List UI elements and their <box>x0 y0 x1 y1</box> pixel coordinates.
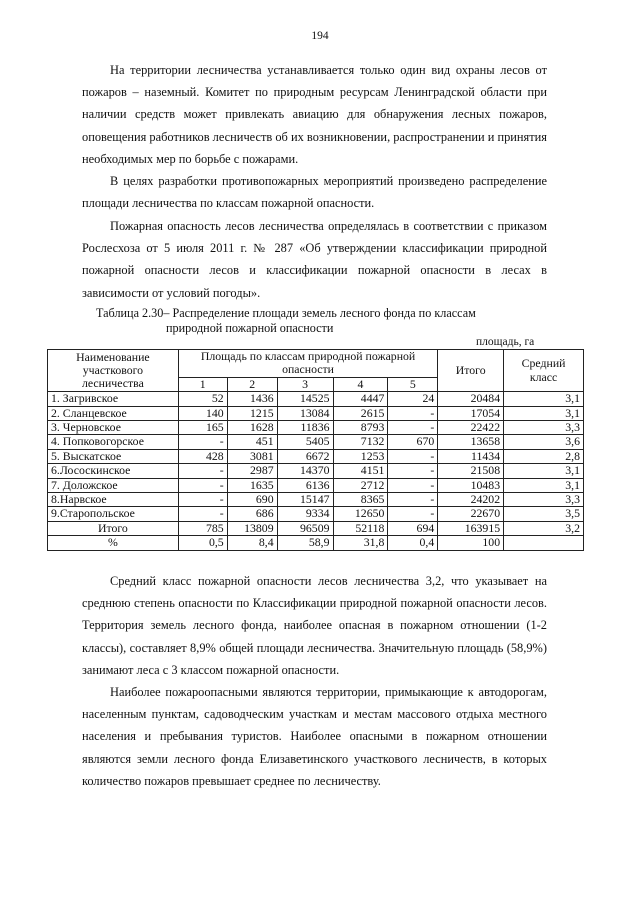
row-total-cell: 21508 <box>438 464 504 478</box>
paragraph-fire-danger-order: Пожарная опасность лесов лесничества определялась в соответствии с приказом Рослесхоза от 5 июля 2011 г. № 287 «Об утверждении классификации природной пожарной опасности лесов и классификации пожарной опасности в лесах в зависимости от условий погоды». <box>82 219 547 300</box>
row-c4-cell: 7132 <box>333 435 388 449</box>
row-c4-cell: 8365 <box>333 493 388 507</box>
row-avg-cell: 3,2 <box>504 521 584 535</box>
row-c3-cell: 9334 <box>277 507 333 521</box>
table-row <box>48 435 584 449</box>
row-c5-cell: 694 <box>388 521 438 535</box>
row-name-cell: 7. Доложское <box>48 478 179 492</box>
row-total-cell: 22670 <box>438 507 504 521</box>
row-c5-cell: - <box>388 406 438 420</box>
row-total-cell: 11434 <box>438 449 504 463</box>
header-area-group: Площадь по классам природной пожарной опасности <box>178 350 437 378</box>
header-class-4: 4 <box>333 377 388 391</box>
header-avg-class: Средний класс <box>504 350 584 392</box>
row-c2-cell: 1628 <box>227 421 277 435</box>
paragraph-average-class: Средний класс пожарной опасности лесов лесничества 3,2, что указывает на среднюю степень опасности по Классификации природной пожарной опасности лесов. Территория земель лесного фонда, наиболее опасная в пожарном отношении (1-2 классы), составляет 8,9% общей площади лесничества. Значительную площадь (58,9%) занимают леса с 3 классом пожарной опасности. <box>82 574 547 677</box>
row-c5-cell: - <box>388 449 438 463</box>
header-class-1: 1 <box>178 377 227 391</box>
row-c4-cell: 12650 <box>333 507 388 521</box>
row-total-cell: 163915 <box>438 521 504 535</box>
row-c3-cell: 5405 <box>277 435 333 449</box>
row-c2-cell: 1635 <box>227 478 277 492</box>
row-c5-cell: - <box>388 507 438 521</box>
table-header-row <box>48 350 584 378</box>
row-avg-cell: 3,3 <box>504 493 584 507</box>
row-c2-cell: 1436 <box>227 392 277 406</box>
row-c4-cell: 2712 <box>333 478 388 492</box>
table-units: площадь, га <box>476 336 535 348</box>
row-avg-cell: 3,5 <box>504 507 584 521</box>
row-c5-cell: - <box>388 493 438 507</box>
row-name-cell: 9.Старопольское <box>48 507 179 521</box>
row-c3-cell: 58,9 <box>277 536 333 550</box>
row-c1-cell: - <box>178 478 227 492</box>
row-avg-cell: 3,6 <box>504 435 584 449</box>
row-total-cell: 24202 <box>438 493 504 507</box>
row-c2-cell: 13809 <box>227 521 277 535</box>
row-c1-cell: 0,5 <box>178 536 227 550</box>
row-c5-cell: - <box>388 464 438 478</box>
row-c2-cell: 8,4 <box>227 536 277 550</box>
row-c3-cell: 14525 <box>277 392 333 406</box>
header-class-3: 3 <box>277 377 333 391</box>
table-row <box>48 392 584 406</box>
row-name-cell: 3. Черновское <box>48 421 179 435</box>
row-name-cell: 4. Попковогорское <box>48 435 179 449</box>
row-c1-cell: 140 <box>178 406 227 420</box>
header-total: Итого <box>438 350 504 392</box>
table-row <box>48 464 584 478</box>
row-c1-cell: 785 <box>178 521 227 535</box>
row-c2-cell: 3081 <box>227 449 277 463</box>
table-row <box>48 406 584 420</box>
row-c4-cell: 52118 <box>333 521 388 535</box>
row-c5-cell: - <box>388 478 438 492</box>
row-name-cell: Итого <box>48 521 179 535</box>
row-c1-cell: - <box>178 464 227 478</box>
row-avg-cell <box>504 536 584 550</box>
row-total-cell: 100 <box>438 536 504 550</box>
table-row <box>48 493 584 507</box>
row-avg-cell: 3,1 <box>504 478 584 492</box>
paragraph-hazard-areas: Наиболее пожароопасными являются территории, примыкающие к автодорогам, населенным пунктам, садоводческим участкам и местам массового отдыха местного населения и пребывания туристов. Наиболее опасными в пожарном отношении являются земли лесного фонда Елизаветинского участкового лесничеств, в которых количество пожаров превышает среднее по лесничеству. <box>82 685 547 788</box>
row-avg-cell: 3,1 <box>504 392 584 406</box>
row-c3-cell: 96509 <box>277 521 333 535</box>
row-total-cell: 20484 <box>438 392 504 406</box>
row-c4-cell: 2615 <box>333 406 388 420</box>
row-avg-cell: 3,1 <box>504 464 584 478</box>
row-c5-cell: - <box>388 421 438 435</box>
row-name-cell: 8.Нарвское <box>48 493 179 507</box>
paragraph-fire-protection: На территории лесничества устанавливается только один вид охраны лесов от пожаров – наземный. Комитет по природным ресурсам Ленинградской области при наличии средств может привлекать авиацию для обнаружения лесных пожаров, оповещения работников лесничеств об их возникновении, распространении и принятия необходимых мер по борьбе с пожарами. <box>82 63 547 166</box>
row-total-cell: 17054 <box>438 406 504 420</box>
row-c3-cell: 13084 <box>277 406 333 420</box>
row-c1-cell: - <box>178 493 227 507</box>
row-avg-cell: 3,1 <box>504 406 584 420</box>
table-percent-row <box>48 536 584 550</box>
row-name-cell: % <box>48 536 179 550</box>
row-c2-cell: 1215 <box>227 406 277 420</box>
row-c4-cell: 4151 <box>333 464 388 478</box>
row-c3-cell: 14370 <box>277 464 333 478</box>
row-c3-cell: 15147 <box>277 493 333 507</box>
row-name-cell: 5. Выскатское <box>48 449 179 463</box>
row-c1-cell: - <box>178 435 227 449</box>
header-class-5: 5 <box>388 377 438 391</box>
table-caption-line-2: природной пожарной опасности <box>166 321 334 335</box>
row-c5-cell: 0,4 <box>388 536 438 550</box>
row-c2-cell: 2987 <box>227 464 277 478</box>
table-caption <box>96 306 476 336</box>
row-total-cell: 10483 <box>438 478 504 492</box>
row-c2-cell: 690 <box>227 493 277 507</box>
paragraph-fire-measures: В целях разработки противопожарных мероприятий произведено распределение площади лесничества по классам пожарной опасности. <box>82 174 547 211</box>
row-name-cell: 1. Загривское <box>48 392 179 406</box>
row-c4-cell: 8793 <box>333 421 388 435</box>
row-c1-cell: 165 <box>178 421 227 435</box>
row-c2-cell: 686 <box>227 507 277 521</box>
row-c1-cell: 428 <box>178 449 227 463</box>
row-c1-cell: 52 <box>178 392 227 406</box>
table-row <box>48 507 584 521</box>
row-c4-cell: 31,8 <box>333 536 388 550</box>
table-total-row <box>48 521 584 535</box>
row-c3-cell: 11836 <box>277 421 333 435</box>
table-body <box>48 392 584 550</box>
row-name-cell: 2. Сланцевское <box>48 406 179 420</box>
row-name-cell: 6.Лососкинское <box>48 464 179 478</box>
table-row <box>48 449 584 463</box>
header-name: Наименование участкового лесничества <box>48 350 179 392</box>
row-total-cell: 22422 <box>438 421 504 435</box>
row-c5-cell: 670 <box>388 435 438 449</box>
row-c2-cell: 451 <box>227 435 277 449</box>
row-c3-cell: 6136 <box>277 478 333 492</box>
row-c4-cell: 4447 <box>333 392 388 406</box>
row-c5-cell: 24 <box>388 392 438 406</box>
row-avg-cell: 3,3 <box>504 421 584 435</box>
header-class-2: 2 <box>227 377 277 391</box>
row-c4-cell: 1253 <box>333 449 388 463</box>
table-row <box>48 421 584 435</box>
table-caption-line-1: Таблица 2.30– Распределение площади земель лесного фонда по классам <box>96 306 476 320</box>
row-c1-cell: - <box>178 507 227 521</box>
row-c3-cell: 6672 <box>277 449 333 463</box>
row-avg-cell: 2,8 <box>504 449 584 463</box>
row-total-cell: 13658 <box>438 435 504 449</box>
page-number: 194 <box>311 30 329 42</box>
table-row <box>48 478 584 492</box>
fire-class-table <box>47 349 584 551</box>
